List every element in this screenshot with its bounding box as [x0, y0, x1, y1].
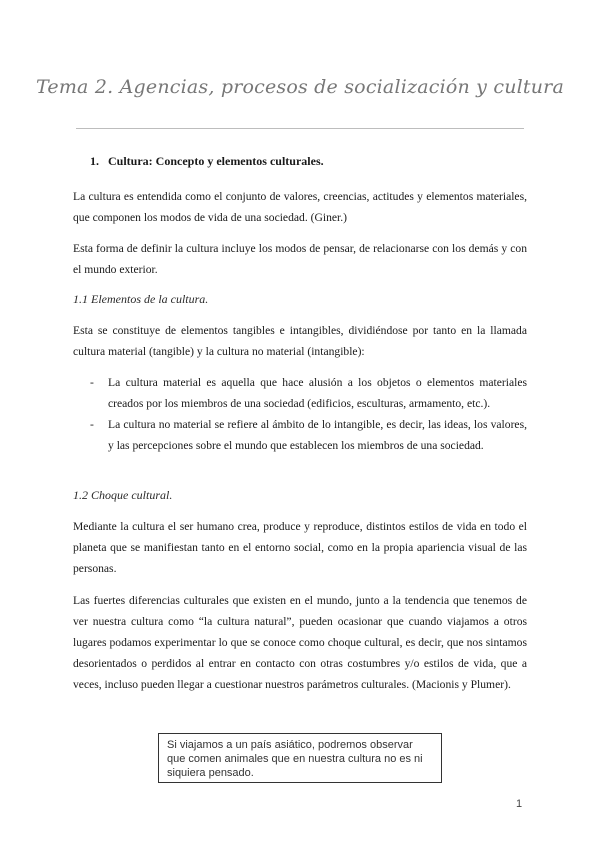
list-item: [90, 372, 527, 414]
paragraph-elements-intro: Esta se constituye de elementos tangibles e intangibles, dividiéndose por tanto en la llamada cultura material (tangible) y la cultura no material (intangible):: [73, 324, 527, 358]
paragraph-culture-shock: Las fuertes diferencias culturales que existen en el mundo, junto a la tendencia que tenemos de ver nuestra cultura como “la cultura natural”, pueden ocasionar que cuando viajamos a otros lugares podamos experimentar lo que se conoce como choque cultural, es decir, que nos sintamos desorientados o perdidos al entrar en contacto con otras costumbres y/o estilos de vida, que a veces, incluso pueden llegar a cuestionar nuestros parámetros culturales. (Macionis y Plumer).: [73, 594, 527, 691]
subsection-heading-1-2: 1.2 Choque cultural.: [73, 488, 173, 502]
subsection-heading-1-1: 1.1 Elementos de la cultura.: [73, 292, 209, 306]
example-quote-box: [158, 733, 442, 783]
bullet-text-non-material: La cultura no material se refiere al ámbito de lo intangible, es decir, las ideas, los valores, y las percepciones sobre el mundo que establecen los miembros de una sociedad.: [108, 418, 527, 452]
page-title: Tema 2. Agencias, procesos de socialización y cultura: [36, 76, 564, 98]
bullet-text-material: La cultura material es aquella que hace alusión a los objetos o elementos materiales creados por los miembros de una sociedad (edificios, esculturas, armamento, etc.).: [108, 376, 527, 410]
section-heading-1: [90, 154, 324, 169]
paragraph-forms: Esta forma de definir la cultura incluye los modos de pensar, de relacionarse con los demás y con el mundo exterior.: [73, 242, 527, 276]
section-number: 1.: [90, 154, 99, 168]
list-item: [90, 414, 527, 456]
paragraph-culture-styles: Mediante la cultura el ser humano crea, produce y reproduce, distintos estilos de vida en todo el planeta que se manifiestan tanto en el entorno social, como en la propia apariencia visual de las personas.: [73, 520, 527, 575]
page-number: 1: [516, 798, 523, 810]
paragraph-definition: La cultura es entendida como el conjunto de valores, creencias, actitudes y elementos materiales, que componen los modos de vida de una sociedad. (Giner.): [73, 190, 527, 224]
bullet-dash: -: [90, 418, 94, 431]
bullet-dash: -: [90, 376, 94, 389]
section-title: Cultura: Concepto y elementos culturales.: [108, 154, 324, 168]
title-divider: [76, 128, 524, 129]
example-quote-text: Si viajamos a un país asiático, podremos observar que comen animales que en nuestra cultura no es ni siquiera pensado.: [167, 739, 423, 779]
